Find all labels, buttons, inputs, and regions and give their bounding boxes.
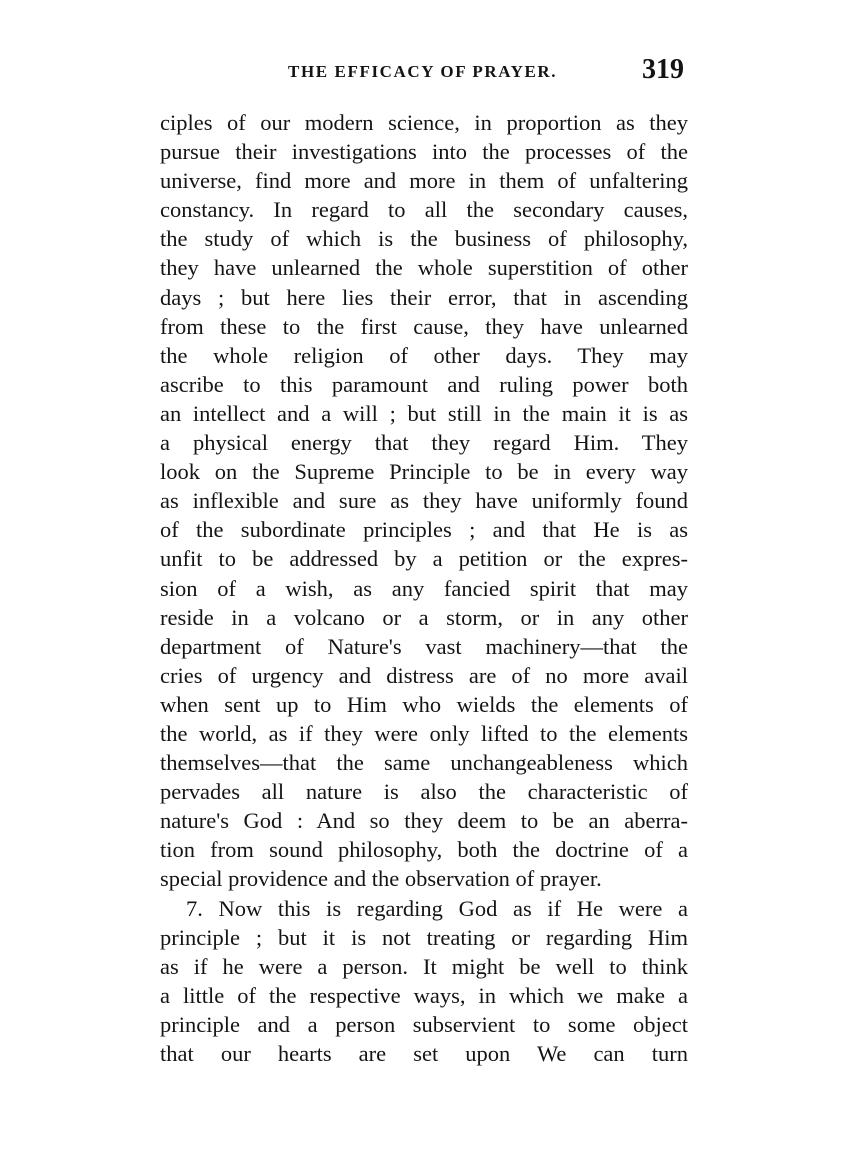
text-line: constancy. In regard to all the secondary causes, — [160, 197, 688, 223]
text-line: themselves—that the same unchangeableness which — [160, 750, 688, 776]
text-line: pursue their investigations into the processes of the — [160, 139, 688, 165]
text-line: as inflexible and sure as they have uniformly found — [160, 488, 688, 514]
text-line: unfit to be addressed by a petition or the expres- — [160, 546, 688, 572]
text-line: the whole religion of other days. They may — [160, 342, 688, 368]
running-header — [160, 56, 690, 96]
text-line: they have unlearned the whole superstition of other — [160, 255, 688, 281]
text-line: principle and a person subservient to some object — [160, 1011, 688, 1037]
text-line: ascribe to this paramount and ruling power both — [160, 371, 688, 397]
text-line: when sent up to Him who wields the elements of — [160, 691, 688, 717]
text-line: that our hearts are set upon We can turn — [160, 1041, 688, 1066]
text-line: a physical energy that they regard Him. They — [160, 430, 688, 456]
text-line: the world, as if they were only lifted to the elements — [160, 720, 688, 746]
text-line: as if he were a person. It might be well to think — [160, 953, 688, 979]
text-line: look on the Supreme Principle to be in every way — [160, 459, 688, 485]
text-line: of the subordinate principles ; and that He is as — [160, 517, 688, 543]
text-line: universe, find more and more in them of unfaltering — [160, 168, 688, 194]
text-line: pervades all nature is also the characteristic of — [160, 779, 688, 805]
text-line: tion from sound philosophy, both the doctrine of a — [160, 837, 688, 863]
text-line: cries of urgency and distress are of no more avail — [160, 662, 688, 688]
text-line: the study of which is the business of philosophy, — [160, 226, 688, 252]
paragraph-start-line: 7. Now this is regarding God as if He were a — [186, 895, 688, 921]
page-number: 319 — [642, 54, 684, 85]
text-line: ciples of our modern science, in proportion as they — [160, 110, 688, 135]
text-line: a little of the respective ways, in which we make a — [160, 982, 688, 1008]
paragraph-end-line: special providence and the observation of prayer. — [160, 866, 602, 892]
body-text — [160, 108, 688, 1068]
text-line: an intellect and a will ; but still in the main it is as — [160, 400, 688, 426]
running-title: THE EFFICACY OF PRAYER. — [288, 62, 558, 81]
text-line: reside in a volcano or a storm, or in any other — [160, 604, 688, 630]
text-line: days ; but here lies their error, that in ascending — [160, 284, 688, 310]
text-line: sion of a wish, as any fancied spirit that may — [160, 575, 688, 601]
text-line: department of Nature's vast machinery—that the — [160, 633, 688, 659]
text-line: principle ; but it is not treating or regarding Him — [160, 924, 688, 950]
text-line: nature's God : And so they deem to be an aberra- — [160, 808, 688, 834]
text-line: from these to the first cause, they have unlearned — [160, 313, 688, 339]
